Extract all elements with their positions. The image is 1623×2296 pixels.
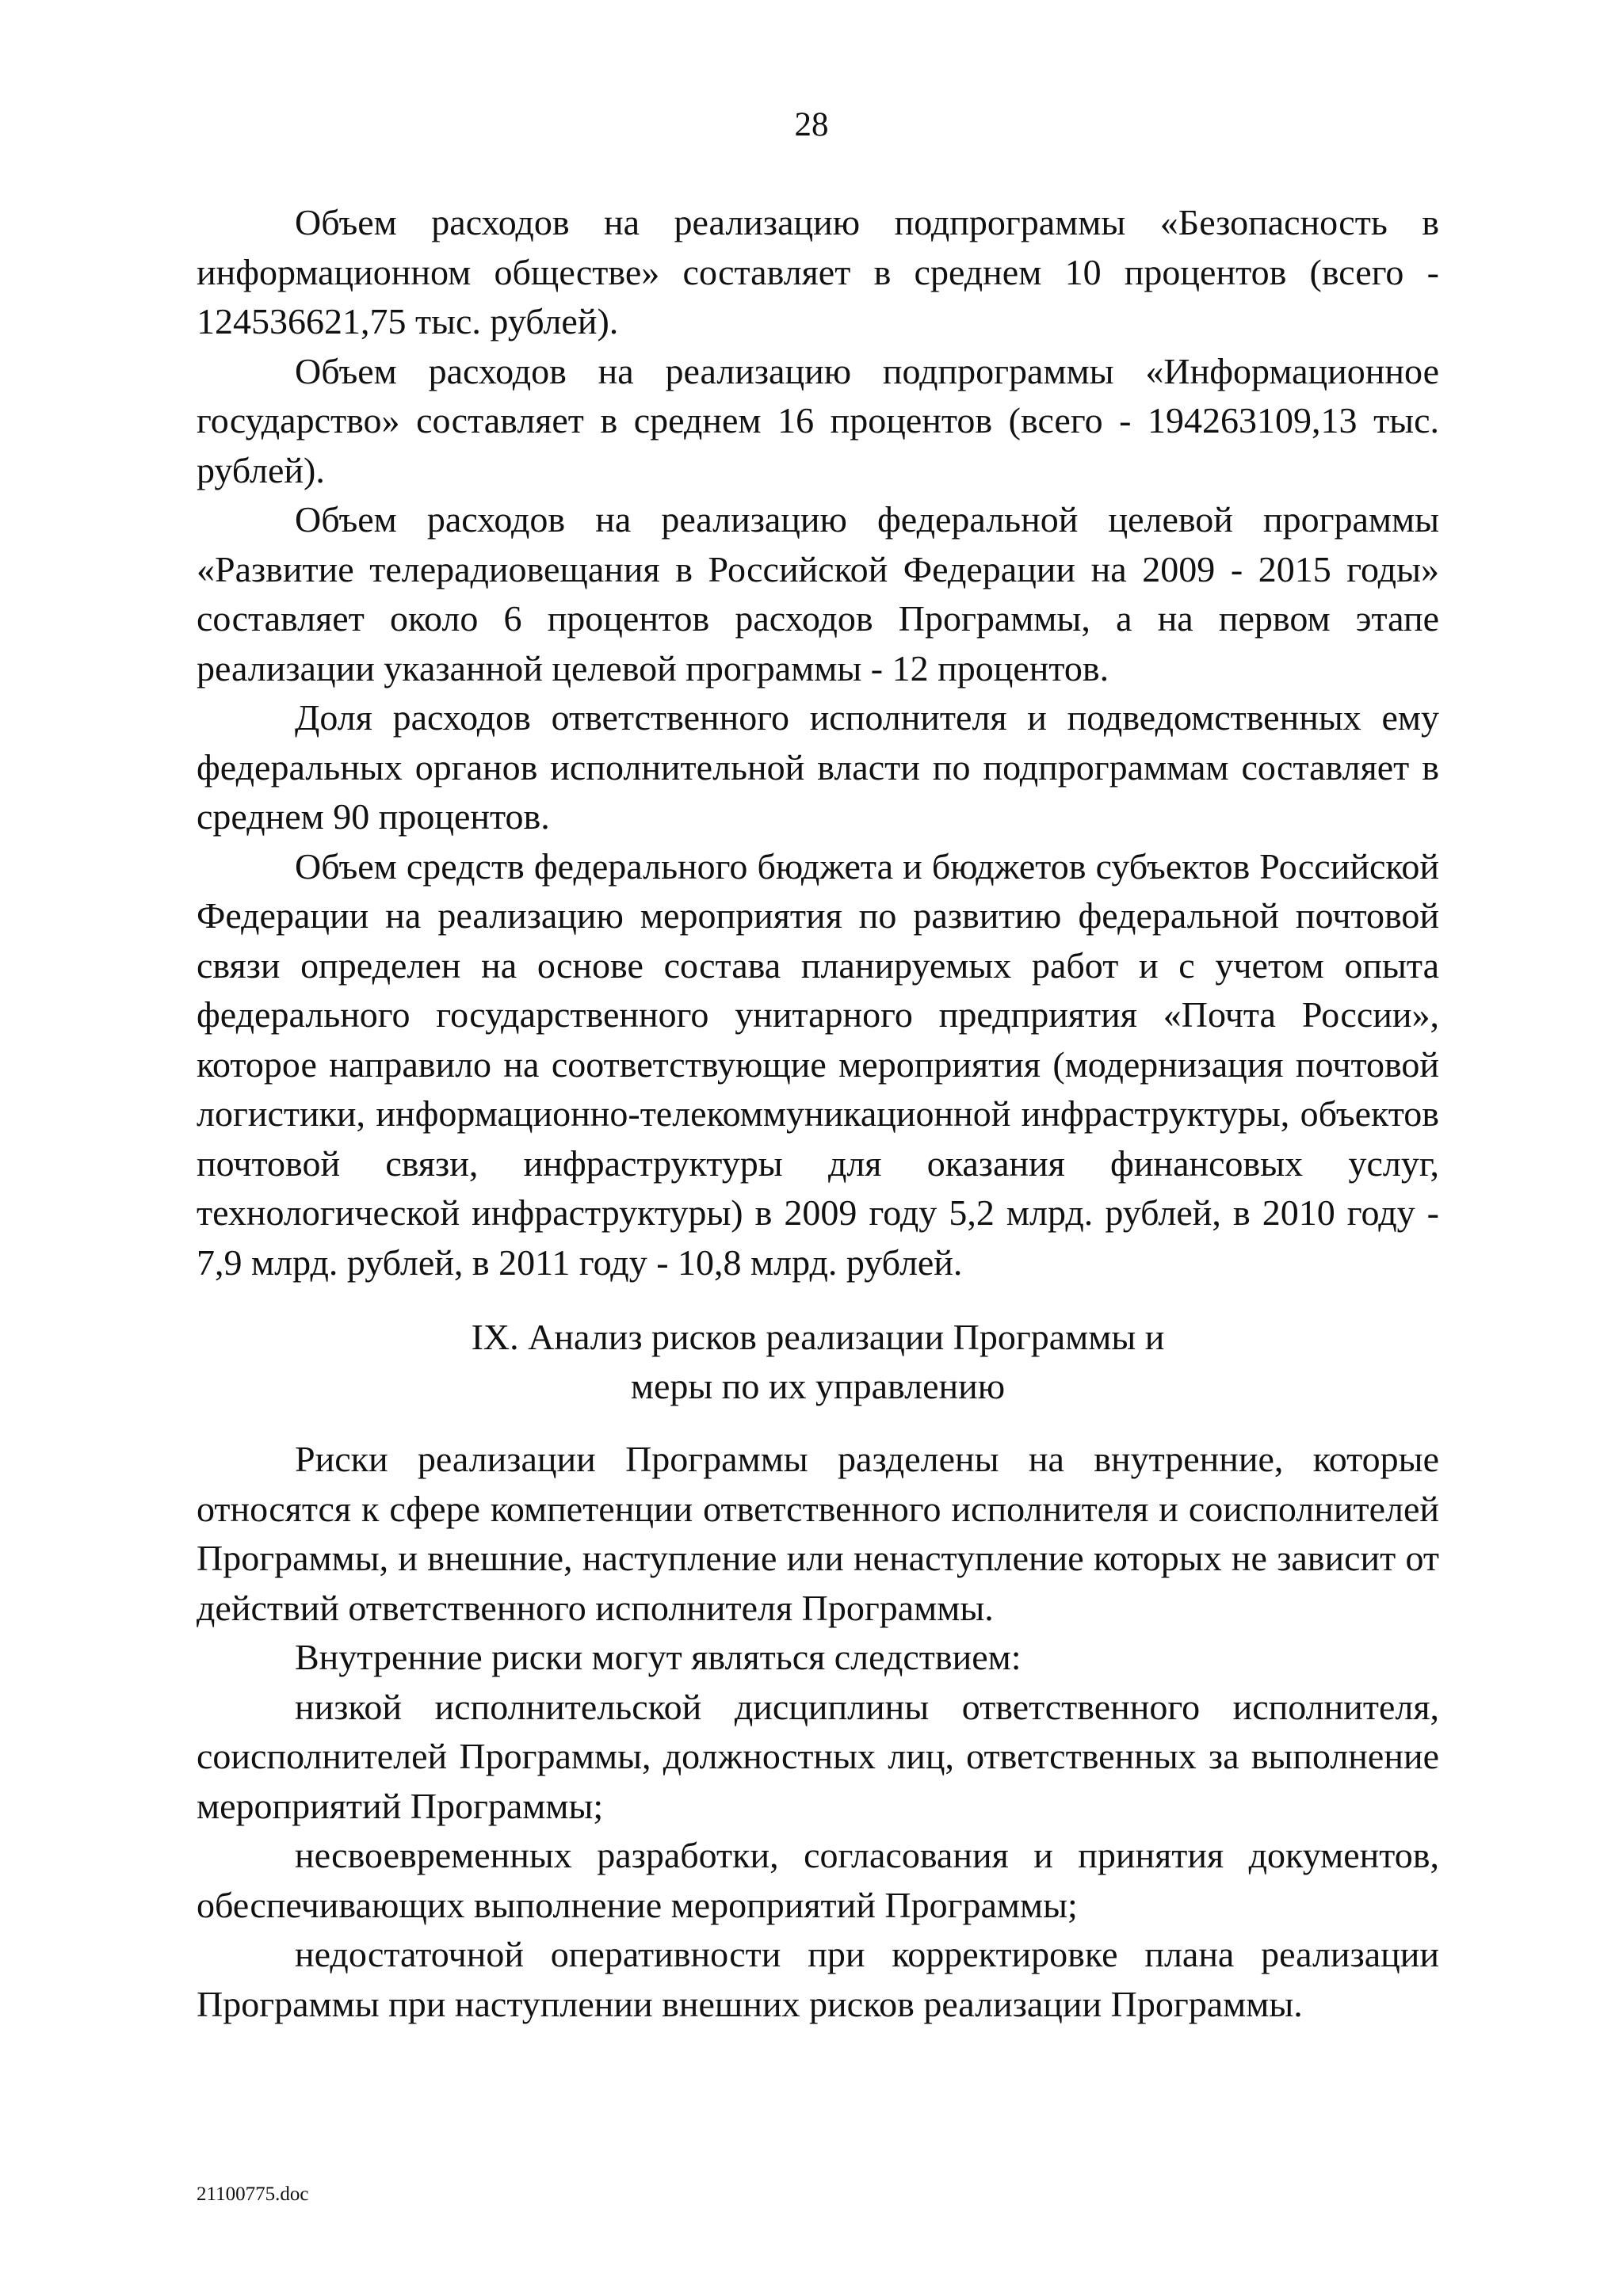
- paragraph-risk-division: Риски реализации Программы разделены на внутренние, которые относятся к сфере компетенции ответственного исполнителя и соисполнителей Программы, и внешние, наступление или ненаступление которых не зависит от действий ответственного исполнителя Программы.: [197, 1439, 1439, 1628]
- paragraph-information-state: Объем расходов на реализацию подпрограммы «Информационное государство» составляет в среднем 16 процентов (всего - 194263109,13 тыс. рублей).: [197, 350, 1439, 490]
- section-heading-line-1: IX. Анализ рисков реализации Программы и: [471, 1317, 1165, 1357]
- paragraph-risk-responsiveness: недостаточной оперативности при корректировке плана реализации Программы при наступлении внешних рисков реализации Программы.: [197, 1934, 1439, 2024]
- section-heading-line-2: меры по их управлению: [630, 1366, 1006, 1406]
- section-heading: [197, 1313, 1439, 1411]
- paragraph-internal-risks-intro: Внутренние риски могут являться следствием:: [295, 1637, 1022, 1677]
- paragraph-risk-discipline: низкой исполнительской дисциплины ответственного исполнителя, соисполнителей Программы, должностных лиц, ответственных за выполнение мероприятий Программы;: [197, 1686, 1439, 1826]
- paragraph-security-subprogram: Объем расходов на реализацию подпрограммы «Безопасность в информационном обществе» составляет в среднем 10 процентов (всего - 124536621,75 тыс. рублей).: [197, 202, 1439, 341]
- paragraph-risk-documents: несвоевременных разработки, согласования и принятия документов, обеспечивающих выполнение мероприятий Программы;: [197, 1835, 1439, 1925]
- paragraph-broadcasting-program: Объем расходов на реализацию федеральной целевой программы «Развитие телерадиовещания в Российской Федерации на 2009 - 2015 годы» составляет около 6 процентов расходов Программы, а на первом этапе реализации указанной целевой программы - 12 процентов.: [197, 499, 1439, 688]
- paragraph-postal-funding: Объем средств федерального бюджета и бюджетов субъектов Российской Федерации на реализацию мероприятия по развитию федеральной почтовой связи определен на основе состава планируемых работ и с учетом опыта федерального государственного унитарного предприятия «Почта России», которое направило на соответствующие мероприятия (модернизация почтовой логистики, информационно-телекоммуникационной инфраструктуры, объектов почтовой связи, инфраструктуры для оказания финансовых услуг, технологической инфраструктуры) в 2009 году 5,2 млрд. рублей, в 2010 году - 7,9 млрд. рублей, в 2011 году - 10,8 млрд. рублей.: [197, 845, 1439, 1283]
- document-body: [197, 198, 1439, 2029]
- page-number: 28: [794, 106, 829, 143]
- paragraph-executor-share: Доля расходов ответственного исполнителя и подведомственных ему федеральных органов исполнительной власти по подпрограммам составляет в среднем 90 процентов.: [197, 697, 1439, 837]
- footer-file-code: 21100775.doc: [197, 2183, 309, 2205]
